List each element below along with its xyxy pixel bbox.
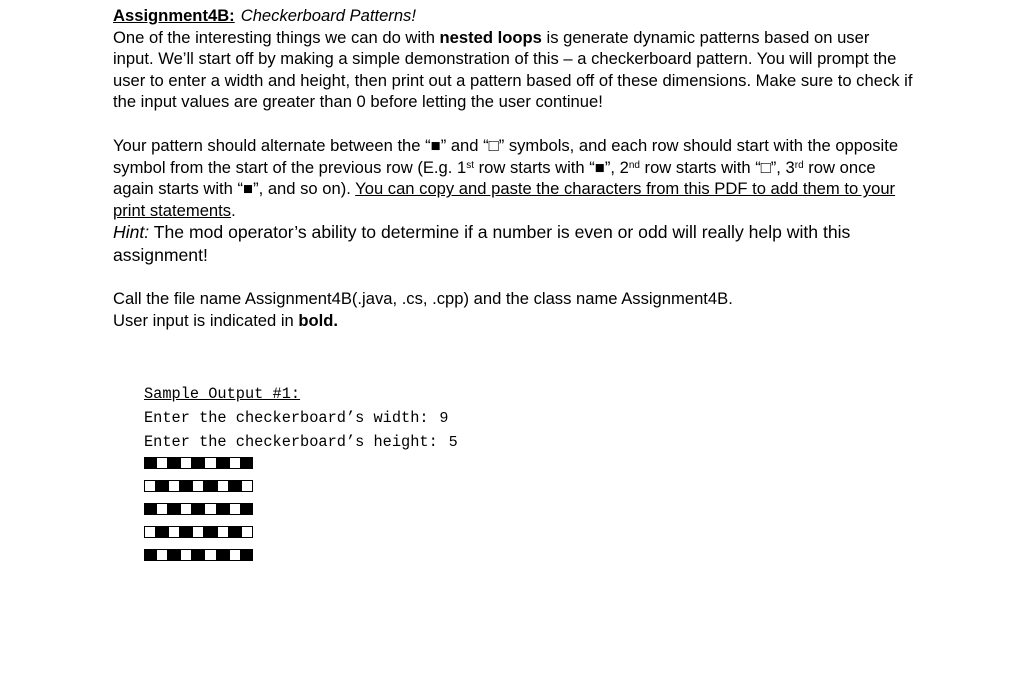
hint-paragraph: [113, 221, 913, 267]
assignment-title-subtitle: Checkerboard Patterns!: [240, 6, 416, 25]
empty-square-cell: [241, 526, 253, 538]
width-value: 9: [439, 409, 449, 426]
intro-paragraph: [113, 27, 913, 113]
filled-square-cell: [144, 503, 156, 515]
pattern-text-4: row starts with “: [474, 157, 595, 177]
empty-square-cell: [217, 526, 229, 538]
height-prompt: Enter the checkerboard’s height:: [144, 433, 438, 451]
empty-square-cell: [229, 503, 241, 515]
filled-square-cell: [241, 549, 253, 561]
checkerboard-row: [144, 503, 253, 515]
pattern-text-7: ”, 3: [770, 157, 795, 177]
superscript-rd: rd: [794, 159, 804, 171]
empty-square-cell: [144, 526, 156, 538]
intro-text-a: One of the interesting things we can do with: [113, 27, 440, 47]
empty-square-cell: [241, 480, 253, 492]
empty-square-cell: [192, 526, 204, 538]
pattern-text-3: ” symbols, and each row should start with the opposite symbol from the start of the previous row (E.g. 1: [113, 135, 899, 177]
pattern-text-2: ” and “: [440, 135, 489, 155]
empty-square-cell: [156, 457, 168, 469]
filled-square-cell: [229, 526, 241, 538]
pattern-text-5: ”, 2: [604, 157, 629, 177]
width-prompt-line: [144, 406, 457, 430]
filled-square-cell: [217, 503, 229, 515]
filled-square-cell: [144, 457, 156, 469]
naming-paragraph: [113, 288, 913, 331]
filled-square-cell: [192, 549, 204, 561]
filled-square-cell: [204, 526, 216, 538]
filled-square-symbol: ■: [243, 179, 254, 199]
filled-square-cell: [204, 480, 216, 492]
filled-square-cell: [156, 480, 168, 492]
intro-text-b: is generate dynamic patterns based on user input. We’ll start off by making a simple demonstration of this – a checkerboard pattern. You will prompt the user to enter a width and height, then print out a pattern based off of these dimensions. Make sure to check if the input values are greater than 0 before letting the user continue!: [113, 27, 913, 112]
checkerboard-row: [144, 457, 253, 469]
intro-bold-nested-loops: nested loops: [439, 27, 542, 47]
filled-square-symbol: ■: [594, 157, 605, 177]
pattern-text-8: row once again starts with “: [113, 157, 876, 199]
filled-square-cell: [180, 480, 192, 492]
empty-square-symbol: □: [488, 135, 499, 155]
filled-square-cell: [241, 457, 253, 469]
empty-square-cell: [229, 457, 241, 469]
pattern-paragraph: [113, 135, 913, 221]
filled-square-cell: [241, 503, 253, 515]
checkerboard-row: [144, 480, 253, 492]
filled-square-cell: [168, 549, 180, 561]
filled-square-cell: [217, 549, 229, 561]
pattern-text-10: .: [231, 200, 236, 220]
sample-output: [144, 383, 457, 454]
filled-square-cell: [144, 549, 156, 561]
empty-square-cell: [204, 549, 216, 561]
naming-bold: bold.: [298, 310, 339, 330]
pattern-text-6: row starts with “: [639, 157, 761, 177]
superscript-st: st: [466, 159, 474, 171]
empty-square-cell: [156, 503, 168, 515]
assignment-document: [113, 5, 913, 332]
empty-square-cell: [180, 549, 192, 561]
checkerboard-row: [144, 549, 253, 561]
filled-square-symbol: ■: [430, 135, 441, 155]
pattern-text-9: ”, and so on).: [253, 179, 356, 199]
naming-line-1: Call the file name Assignment4B(.java, .cs, .cpp) and the class name Assignment4B.: [113, 289, 733, 309]
empty-square-cell: [156, 549, 168, 561]
filled-square-cell: [229, 480, 241, 492]
filled-square-cell: [156, 526, 168, 538]
assignment-title: [113, 5, 913, 27]
filled-square-cell: [192, 503, 204, 515]
filled-square-cell: [180, 526, 192, 538]
empty-square-symbol: □: [760, 157, 771, 177]
height-value: 5: [448, 433, 458, 450]
height-prompt-line: [144, 430, 457, 454]
pattern-text-1: Your pattern should alternate between the “: [113, 135, 431, 155]
filled-square-cell: [168, 503, 180, 515]
copy-paste-instruction: You can copy and paste the characters from this PDF to add them to your print statements: [113, 179, 896, 220]
empty-square-cell: [144, 480, 156, 492]
empty-square-cell: [168, 526, 180, 538]
hint-text: The mod operator’s ability to determine if a number is even or odd will really help with this assignment!: [113, 222, 851, 266]
filled-square-cell: [168, 457, 180, 469]
empty-square-cell: [168, 480, 180, 492]
empty-square-cell: [204, 457, 216, 469]
superscript-nd: nd: [628, 159, 640, 171]
sample-output-heading: Sample Output #1:: [144, 385, 301, 403]
empty-square-cell: [229, 549, 241, 561]
empty-square-cell: [217, 480, 229, 492]
checkerboard-row: [144, 526, 253, 538]
empty-square-cell: [180, 457, 192, 469]
empty-square-cell: [180, 503, 192, 515]
filled-square-cell: [192, 457, 204, 469]
empty-square-cell: [204, 503, 216, 515]
assignment-title-key: Assignment4B:: [113, 6, 235, 25]
hint-label: Hint:: [113, 222, 150, 243]
naming-line-2: User input is indicated in: [113, 310, 299, 330]
checkerboard-output: [144, 457, 253, 572]
empty-square-cell: [192, 480, 204, 492]
filled-square-cell: [217, 457, 229, 469]
width-prompt: Enter the checkerboard’s width:: [144, 409, 429, 427]
